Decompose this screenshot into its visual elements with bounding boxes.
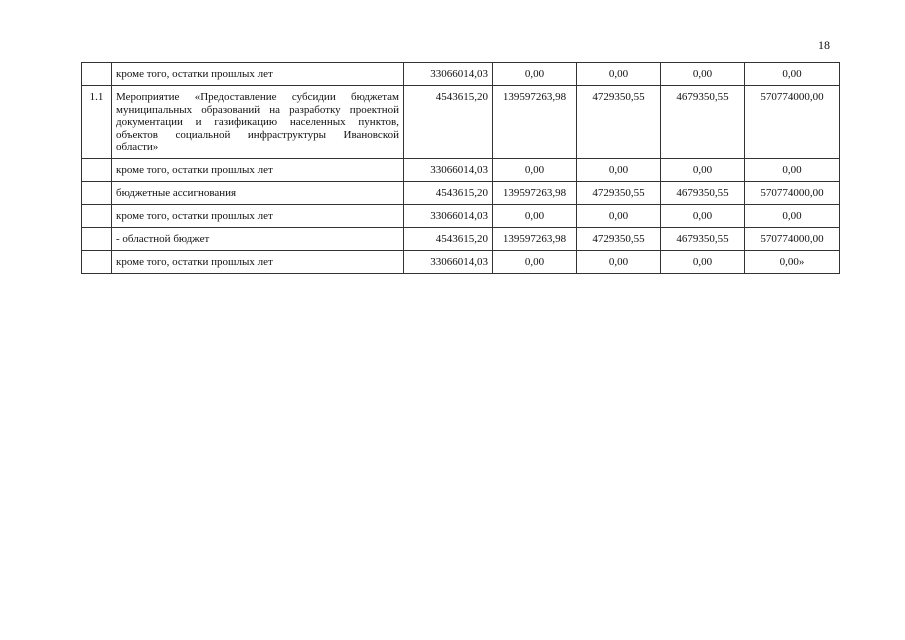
row-description: - областной бюджет (112, 227, 404, 250)
value-col-5: 570774000,00 (745, 227, 840, 250)
value-col-4: 4679350,55 (661, 86, 745, 159)
table-row (82, 181, 840, 204)
table-row (82, 86, 840, 159)
value-col-2: 0,00 (493, 158, 577, 181)
value-col-4: 4679350,55 (661, 181, 745, 204)
table-row (82, 63, 840, 86)
value-col-3: 4729350,55 (577, 181, 661, 204)
value-col-1: 4543615,20 (404, 181, 493, 204)
value-col-5: 0,00» (745, 250, 840, 273)
value-col-1: 33066014,03 (404, 158, 493, 181)
value-col-1: 33066014,03 (404, 250, 493, 273)
row-number (82, 63, 112, 86)
value-col-3: 0,00 (577, 63, 661, 86)
value-col-2: 139597263,98 (493, 86, 577, 159)
value-col-2: 139597263,98 (493, 181, 577, 204)
row-number: 1.1 (82, 86, 112, 159)
value-col-1: 33066014,03 (404, 63, 493, 86)
value-col-4: 0,00 (661, 63, 745, 86)
value-col-1: 4543615,20 (404, 227, 493, 250)
value-col-4: 4679350,55 (661, 227, 745, 250)
row-description: кроме того, остатки прошлых лет (112, 158, 404, 181)
value-col-5: 570774000,00 (745, 181, 840, 204)
table-row (82, 227, 840, 250)
row-description: кроме того, остатки прошлых лет (112, 63, 404, 86)
value-col-4: 0,00 (661, 250, 745, 273)
value-col-3: 4729350,55 (577, 86, 661, 159)
row-description: Мероприятие «Предоставление субсидии бюджетам муниципальных образований на разработку проектной документации и газификацию населенных пунктов, объектов социальной инфраструктуры Ивановской области» (112, 86, 404, 159)
row-description: кроме того, остатки прошлых лет (112, 250, 404, 273)
value-col-5: 0,00 (745, 158, 840, 181)
value-col-1: 33066014,03 (404, 204, 493, 227)
table-row (82, 158, 840, 181)
value-col-3: 4729350,55 (577, 227, 661, 250)
value-col-2: 0,00 (493, 63, 577, 86)
budget-table (81, 62, 840, 274)
row-number (82, 227, 112, 250)
table-row (82, 204, 840, 227)
row-number (82, 204, 112, 227)
value-col-5: 0,00 (745, 63, 840, 86)
value-col-5: 0,00 (745, 204, 840, 227)
value-col-2: 0,00 (493, 204, 577, 227)
row-description: бюджетные ассигнования (112, 181, 404, 204)
value-col-1: 4543615,20 (404, 86, 493, 159)
value-col-4: 0,00 (661, 158, 745, 181)
row-number (82, 250, 112, 273)
value-col-3: 0,00 (577, 250, 661, 273)
value-col-3: 0,00 (577, 204, 661, 227)
value-col-3: 0,00 (577, 158, 661, 181)
table-row (82, 250, 840, 273)
value-col-2: 139597263,98 (493, 227, 577, 250)
value-col-4: 0,00 (661, 204, 745, 227)
page-number: 18 (818, 38, 830, 52)
row-number (82, 181, 112, 204)
value-col-5: 570774000,00 (745, 86, 840, 159)
value-col-2: 0,00 (493, 250, 577, 273)
row-description: кроме того, остатки прошлых лет (112, 204, 404, 227)
row-number (82, 158, 112, 181)
